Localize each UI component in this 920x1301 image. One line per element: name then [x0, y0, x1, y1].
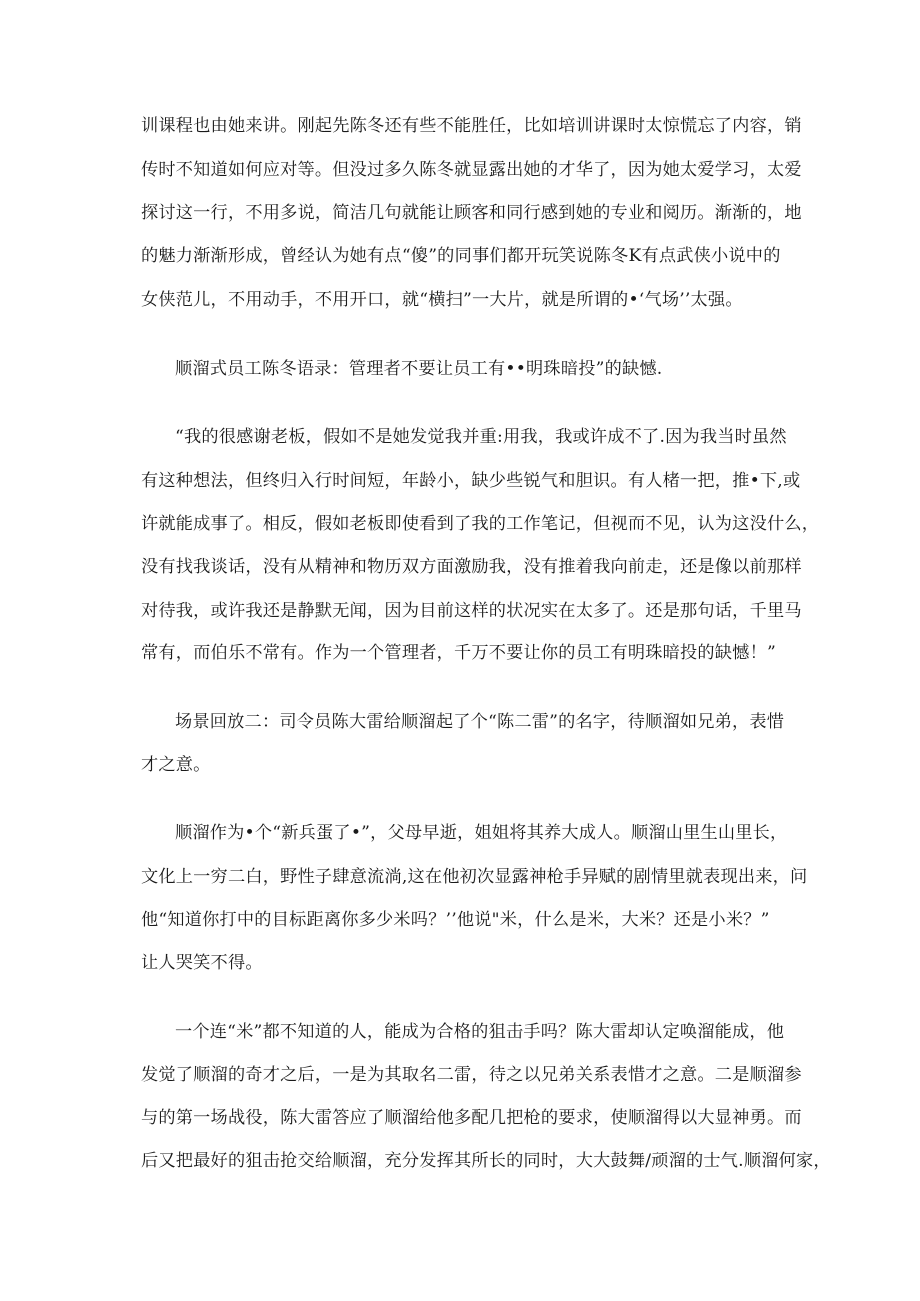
- text-line: 探讨这一行，不用多说，简洁几句就能让顾客和同行感到她的专业和阅历。渐渐的，地: [141, 203, 802, 223]
- text-line: 一个连“米”都不知道的人，能成为合格的狙击手吗？陈大雷却认定唤溜能成，他: [175, 1022, 785, 1042]
- text-line: 有这种想法，但终归入行时间短，年龄小，缺少些锐气和胆识。有人楮一把，推•下,或: [141, 471, 801, 491]
- text-line: 让人哭笑不得。: [141, 953, 263, 973]
- text-line: 的魅力渐渐形成，曾经认为她有点“傻”的同事们都开玩笑说陈冬K有点武侠小说中的: [141, 246, 781, 266]
- text-line: 才之意。: [141, 755, 211, 775]
- text-line: 后又把最好的狙击抢交给顺溜，充分发挥其所长的同时，大大鼓舞/顽溜的士气.顺溜何家，: [141, 1151, 831, 1171]
- text-line: 文化上一穷二白，野性子肆意流淌,这在他初次显露神枪手异赋的剧情里就表现出来，问: [141, 867, 808, 887]
- text-line: 许就能成事了。相反，假如老板即使看到了我的工作笔记，但视而不见，认为这没什么，: [141, 514, 820, 534]
- text-line: “我的很感谢老板，假如不是她发觉我并重:用我，我或许成不了.因为我当时虽然: [175, 427, 787, 447]
- text-line: 他“知道你打中的目标距离你多少米吗？’’他说"米，什么是米，大米？还是小米？”: [141, 910, 770, 930]
- text-line: 顺溜作为•个“新兵蛋了•”，父母早逝，姐姐将其养大成人。顺溜山里生山里长，: [175, 823, 788, 843]
- text-line: 场景回放二：司令员陈大雷给顺溜起了个“陈二雷”的名字，待顺溜如兄弟，表惜: [175, 712, 785, 732]
- text-line: 训课程也由她来讲。刚起先陈冬还有些不能胜任，比如培训讲课时太惊慌忘了内容，销: [141, 116, 802, 136]
- text-line: 与的第一场战役，陈大雷答应了顺溜给他多配几把枪的要求，使顺溜得以大显神勇。而: [141, 1108, 802, 1128]
- text-line: 顺溜式员工陈冬语录：管理者不要让员工有••明珠暗投”的缺憾.: [175, 359, 663, 379]
- text-line: 传时不知道如何应对等。但没过多久陈冬就显露出她的才华了，因为她太爱学习，太爱: [141, 160, 802, 180]
- text-line: 对待我，或许我还是静默无闻，因为目前这样的状况实在太多了。还是那句话，千里马: [141, 601, 802, 621]
- text-line: 常有，而伯乐不常有。作为一个管理者，千万不要让你的员工有明珠暗投的缺憾！”: [141, 643, 776, 663]
- text-line: 女侠范儿，不用动手，不用开口，就“横扫”一大片，就是所谓的•‘气场’’太强。: [141, 290, 743, 310]
- text-line: 没有找我谈话，没有从精神和物历双方面激励我，没有推着我向前走，还是像以前那样: [141, 557, 802, 577]
- text-line: 发觉了顺溜的奇才之后，一是为其取名二雷，待之以兄弟关系表惜才之意。二是顺溜参: [141, 1065, 802, 1085]
